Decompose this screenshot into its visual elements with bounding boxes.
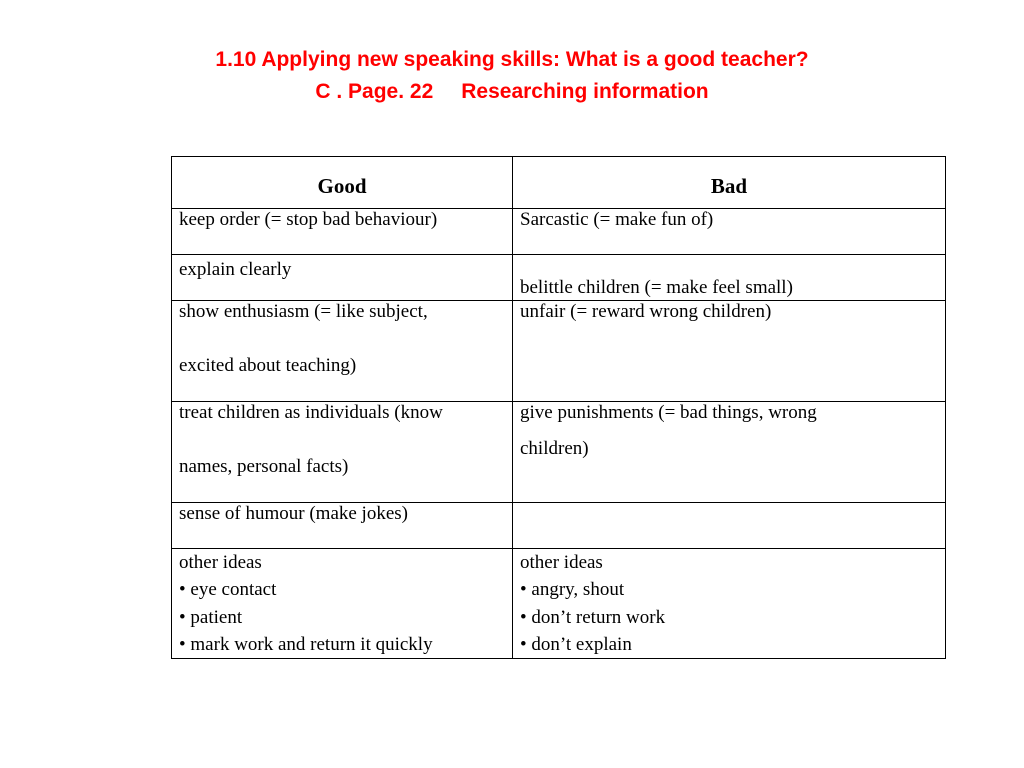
- table-row: [172, 549, 946, 659]
- cell-bad-other-ideas: [513, 549, 946, 659]
- title-subtitle: Researching information: [461, 80, 709, 103]
- page-title: [0, 44, 1024, 108]
- cell-bad: belittle children (= make feel small): [513, 255, 946, 301]
- header-good: Good: [172, 157, 513, 209]
- title-line-2: [0, 76, 1024, 108]
- title-page-ref: C . Page. 22: [315, 80, 434, 103]
- cell-line: • don’t explain: [520, 633, 632, 655]
- cell-line: • mark work and return it quickly: [179, 633, 433, 655]
- cell-bad: [513, 402, 946, 503]
- cell-line: unfair (= reward wrong children): [520, 301, 772, 322]
- cell-line: children): [520, 438, 589, 459]
- cell-line: names, personal facts): [179, 456, 349, 477]
- cell-bad: Sarcastic (= make fun of): [513, 209, 946, 255]
- header-bad: Bad: [513, 157, 946, 209]
- table-row: [172, 301, 946, 402]
- cell-line: excited about teaching): [179, 355, 357, 376]
- title-line-1: 1.10 Applying new speaking skills: What is a good teacher?: [215, 48, 809, 71]
- cell-bad: [513, 503, 946, 549]
- table-row: [172, 402, 946, 503]
- cell-line: show enthusiasm (= like subject,: [179, 301, 428, 322]
- cell-line: other ideas: [179, 552, 262, 573]
- cell-line: • don’t return work: [520, 606, 666, 628]
- cell-line: give punishments (= bad things, wrong: [520, 402, 817, 423]
- table-row: [172, 503, 946, 549]
- cell-good-other-ideas: [172, 549, 513, 659]
- cell-good: [172, 301, 513, 402]
- cell-line: • angry, shout: [520, 579, 625, 601]
- cell-good: explain clearly: [172, 255, 513, 301]
- good-bad-teacher-table: [171, 156, 946, 659]
- table-row: [172, 209, 946, 255]
- cell-line: treat children as individuals (know: [179, 402, 443, 423]
- cell-good: keep order (= stop bad behaviour): [172, 209, 513, 255]
- cell-line: other ideas: [520, 552, 603, 573]
- cell-good: sense of humour (make jokes): [172, 503, 513, 549]
- table-row: [172, 255, 946, 301]
- cell-line: • eye contact: [179, 579, 277, 601]
- cell-bad: [513, 301, 946, 402]
- cell-good: [172, 402, 513, 503]
- cell-line: • patient: [179, 606, 243, 628]
- table-header-row: [172, 157, 946, 209]
